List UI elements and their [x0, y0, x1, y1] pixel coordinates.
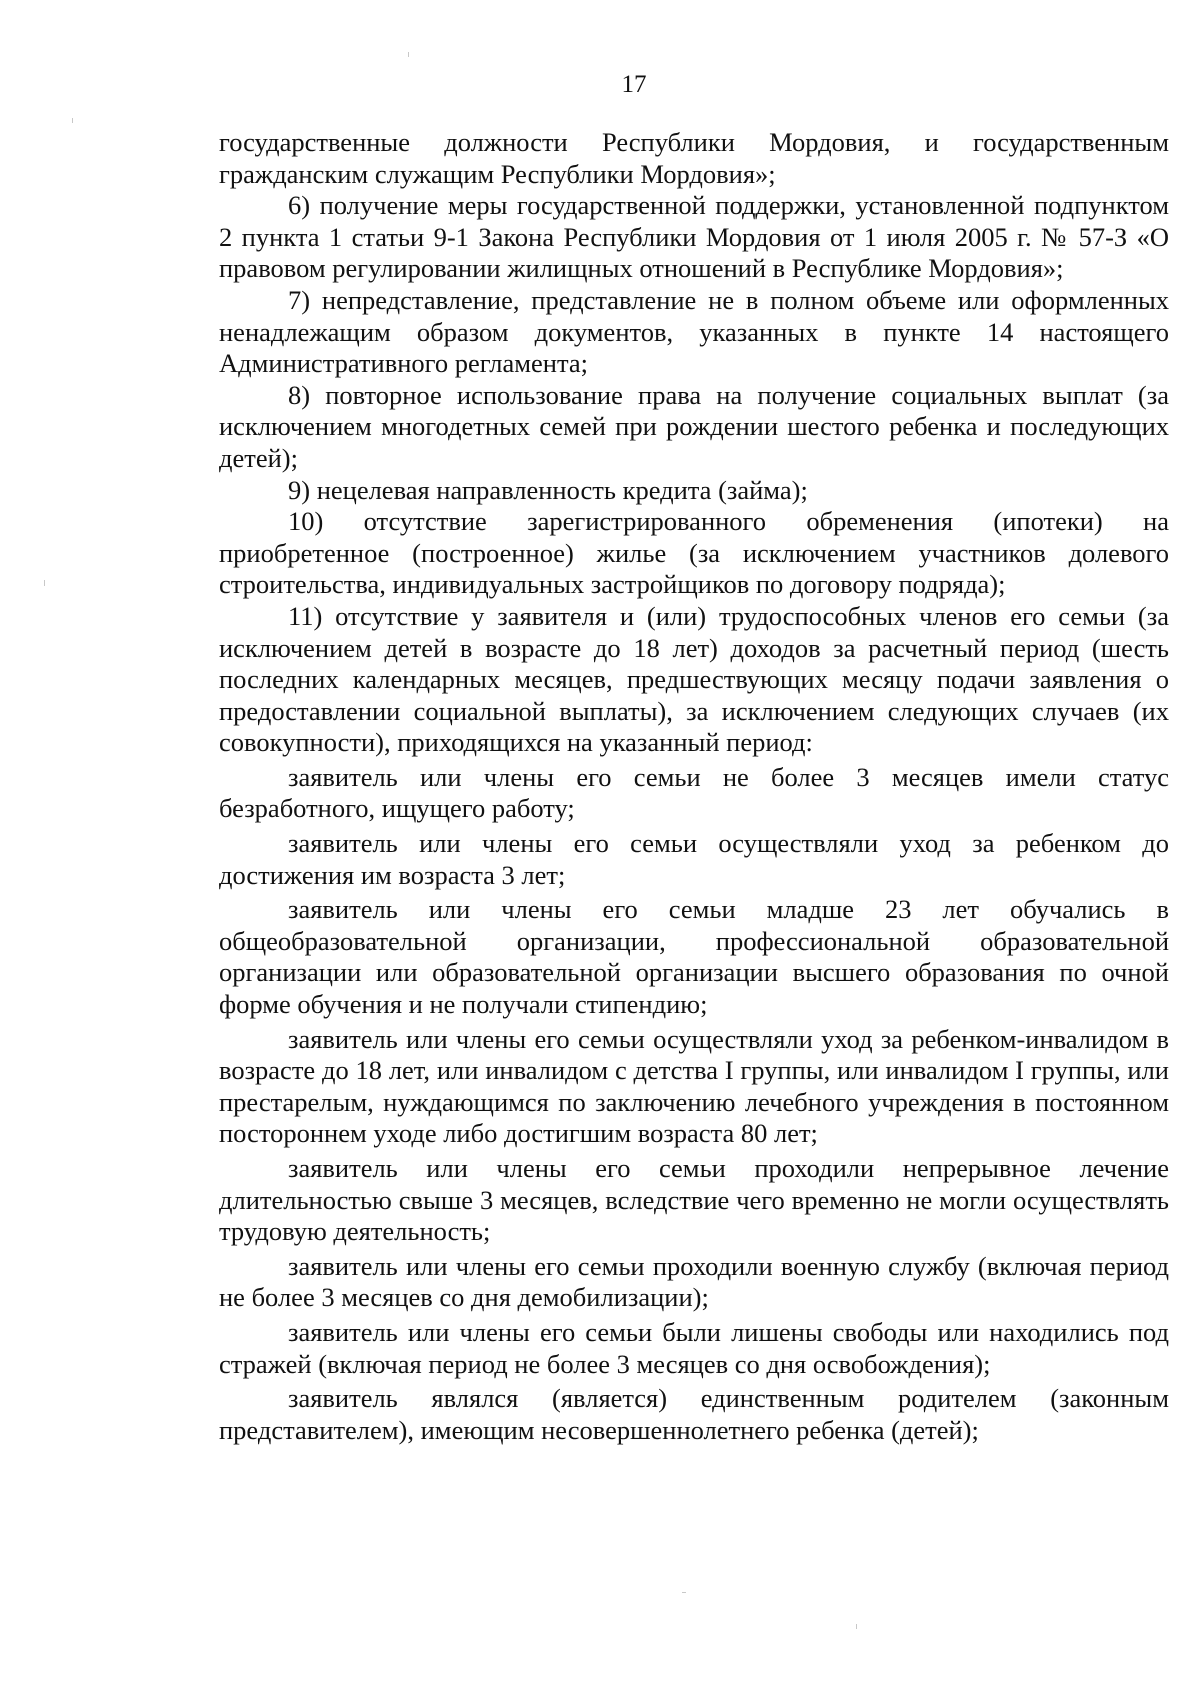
paragraph: заявитель или члены его семьи осуществляли уход за ребенком до достижения им возраста 3 лет;: [219, 828, 1169, 890]
scan-artifact: [72, 118, 73, 123]
paragraph: 7) непредставление, представление не в полном объеме или оформленных ненадлежащим образом документов, указанных в пункте 14 настоящего Административного регламента;: [219, 284, 1169, 379]
scan-artifact: [856, 1624, 857, 1629]
scan-artifact: [44, 580, 45, 586]
paragraph: заявитель или члены его семьи осуществляли уход за ребенком-инвалидом в возрасте до 18 лет, или инвалидом с детства I группы, или инвалидом I группы, или престарелым, нуждающимся по заключению лечебного учреждения в постоянном постороннем уходе либо достигшим возраста 80 лет;: [219, 1023, 1169, 1149]
paragraph: заявитель или члены его семьи младше 23 лет обучались в общеобразовательной организации, профессиональной образовательной организации или образовательной организации высшего образования по очной форме обучения и не получали стипендию;: [219, 894, 1169, 1020]
paragraph: заявитель или члены его семьи проходили непрерывное лечение длительностью свыше 3 месяцев, вследствие чего временно не могли осуществлять трудовую деятельность;: [219, 1153, 1169, 1247]
scan-artifact: [682, 1592, 686, 1593]
paragraph: 11) отсутствие у заявителя и (или) трудоспособных членов его семьи (за исключением детей в возрасте до 18 лет) доходов за расчетный период (шесть последних календарных месяцев, предшествующих месяцу подачи заявления о предоставлении социальной выплаты), за исключением следующих случаев (их совокупности), приходящихся на указанный период:: [219, 600, 1169, 758]
paragraph: 10) отсутствие зарегистрированного обременения (ипотеки) на приобретенное (построенное) жилье (за исключением участников долевого строительства, индивидуальных застройщиков по договору подряда);: [219, 506, 1169, 600]
paragraph: 9) нецелевая направленность кредита (займа);: [288, 474, 808, 505]
scan-artifact: [408, 52, 409, 57]
page-number: 17: [621, 71, 647, 98]
paragraph: заявитель или члены его семьи не более 3 месяцев имели статус безработного, ищущего работу;: [219, 761, 1169, 824]
paragraph: заявитель или члены его семьи проходили военную службу (включая период не более 3 месяцев со дня демобилизации);: [219, 1250, 1169, 1313]
paragraph: государственные должности Республики Мордовия, и государственным гражданским служащим Республики Мордовия»;: [219, 127, 1169, 189]
paragraph: 8) повторное использование права на получение социальных выплат (за исключением многодетных семей при рождении шестого ребенка и последующих детей);: [219, 379, 1169, 473]
document-body: [219, 127, 1169, 1446]
paragraph: 6) получение меры государственной поддержки, установленной подпунктом 2 пункта 1 статьи 9-1 Закона Республики Мордовия от 1 июля 2005 г. № 57-З «О правовом регулировании жилищных отношений в Республике Мордовия»;: [219, 190, 1169, 284]
paragraph: заявитель или члены его семьи были лишены свободы или находились под стражей (включая период не более 3 месяцев со дня освобождения);: [219, 1316, 1169, 1379]
paragraph: заявитель являлся (является) единственным родителем (законным представителем), имеющим несовершеннолетнего ребенка (детей);: [219, 1383, 1169, 1445]
